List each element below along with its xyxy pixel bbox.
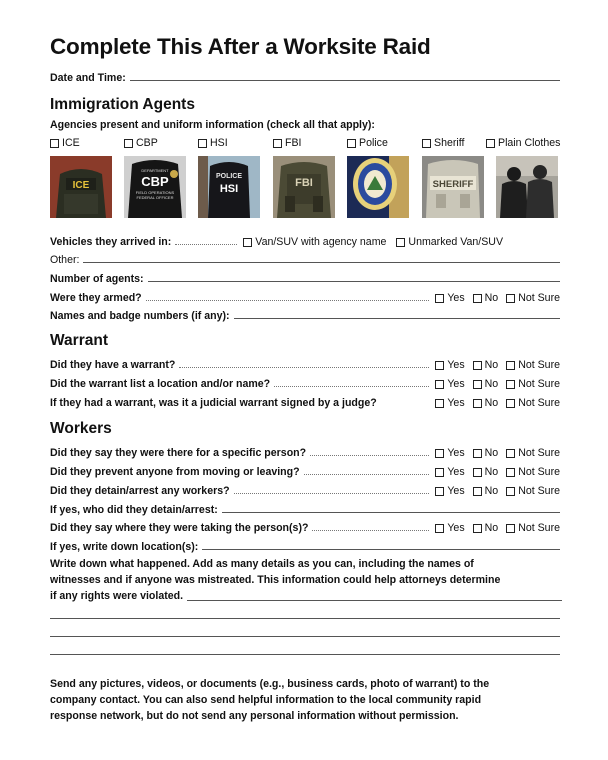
sheriff-uniform-photo: [422, 156, 484, 218]
warrant-q2-row: [50, 374, 560, 390]
checkbox-box: [506, 361, 515, 370]
who-detained-field[interactable]: [222, 511, 560, 513]
agencies-label: Agencies present and uniform information (check all that apply):: [50, 119, 375, 131]
checkbox-box: [473, 399, 482, 408]
location-label: If yes, write down location(s):: [50, 541, 199, 553]
warrant-q1-row: [50, 355, 560, 371]
checkbox-box: [50, 139, 59, 148]
location-field[interactable]: [202, 548, 560, 550]
checkbox-unmarked-van[interactable]: [396, 236, 503, 248]
plain-clothes-photo: [496, 156, 558, 218]
checkbox-box: [435, 399, 444, 408]
option-label: Yes: [447, 378, 465, 390]
warrant-q3-label: If they had a warrant, was it a judicial warrant signed by a judge?: [50, 397, 377, 409]
warrant-q3-no[interactable]: [473, 397, 499, 409]
warrant-q3-not-sure[interactable]: [506, 397, 560, 409]
workers-q1-yes[interactable]: [435, 447, 464, 459]
checkbox-box: [435, 449, 444, 458]
workers-q4-row: [50, 518, 560, 534]
checkbox-box: [422, 139, 431, 148]
footer-line-1: Send any pictures, videos, or documents (e.g., business cards, photo of warrant) to the: [50, 678, 490, 690]
warrant-q1-yes[interactable]: [435, 359, 464, 371]
checkbox-box: [506, 399, 515, 408]
checkbox-plain-clothes[interactable]: [486, 137, 560, 149]
write-down-instructions: [50, 556, 562, 604]
vehicles-row: [50, 232, 560, 248]
workers-q3-not-sure[interactable]: [506, 485, 560, 497]
option-label: Yes: [447, 485, 465, 497]
workers-q3-dots: [234, 492, 430, 494]
workers-q1-options: [435, 447, 560, 459]
checkbox-ice[interactable]: [50, 137, 80, 149]
option-label: Not Sure: [518, 466, 560, 478]
warrant-q3-yes[interactable]: [435, 397, 464, 409]
checkbox-fbi[interactable]: [273, 137, 301, 149]
workers-q1-no[interactable]: [473, 447, 499, 459]
date-time-label: Date and Time:: [50, 72, 126, 84]
armed-label: Were they armed?: [50, 292, 142, 304]
ice-vest-text: ICE: [72, 180, 90, 191]
checkbox-label: FBI: [285, 137, 302, 149]
checkbox-label: Sheriff: [434, 137, 465, 149]
hsi-uniform-photo: [198, 156, 260, 218]
option-label: Yes: [447, 397, 465, 409]
write-down-line-1: Write down what happened. Add as many details as you can, including the names of: [50, 558, 474, 570]
who-detained-row: [50, 500, 560, 516]
checkbox-label: Police: [359, 137, 388, 149]
checkbox-box: [435, 468, 444, 477]
option-label: Not Sure: [518, 485, 560, 497]
number-agents-row: [50, 269, 560, 285]
workers-q1-not-sure[interactable]: [506, 447, 560, 459]
vehicles-field[interactable]: [175, 243, 237, 245]
checkbox-label: Plain Clothes: [498, 137, 561, 149]
footer-line-3: response network, but do not send any personal information without permission.: [50, 710, 459, 722]
warrant-heading: Warrant: [50, 332, 108, 349]
option-label: Not Sure: [518, 522, 560, 534]
police-patch-photo: [347, 156, 409, 218]
names-badge-field[interactable]: [234, 317, 560, 319]
option-label: Yes: [447, 292, 465, 304]
warrant-q2-options: [435, 378, 560, 390]
checkbox-box: [435, 361, 444, 370]
checkbox-box: [435, 294, 444, 303]
workers-q1-label: Did they say they were there for a specific person?: [50, 447, 307, 459]
option-label: Yes: [447, 466, 465, 478]
write-down-line-3-row: [50, 588, 562, 604]
workers-q4-label: Did they say where they were taking the person(s)?: [50, 522, 309, 534]
fbi-uniform-photo: [273, 156, 335, 218]
location-row: [50, 537, 560, 553]
hsi-vest-text: HSI: [219, 183, 239, 195]
warrant-q2-no[interactable]: [473, 378, 499, 390]
option-label: No: [484, 292, 499, 304]
checkbox-label: Unmarked Van/SUV: [408, 236, 504, 248]
armed-row: [50, 288, 560, 304]
option-label: No: [484, 359, 499, 371]
fbi-vest-text: FBI: [295, 177, 313, 189]
warrant-q2-not-sure[interactable]: [506, 378, 560, 390]
footer-line-2: company contact. You can also send helpful information to the local community rapid: [50, 694, 482, 706]
checkbox-box: [473, 468, 482, 477]
checkbox-box: [198, 139, 207, 148]
warrant-q1-options: [435, 359, 560, 371]
option-label: Yes: [447, 522, 465, 534]
checkbox-box: [473, 524, 482, 533]
workers-q4-dots: [312, 529, 429, 531]
checkbox-label: ICE: [62, 137, 80, 149]
workers-q2-row: [50, 462, 560, 478]
armed-no[interactable]: [473, 292, 499, 304]
names-badge-row: [50, 306, 560, 322]
ice-uniform-photo: [50, 156, 112, 218]
checkbox-box: [506, 524, 515, 533]
notes-line-2[interactable]: [50, 636, 560, 637]
warrant-q3-options: [435, 397, 560, 409]
workers-q1-row: [50, 443, 560, 459]
workers-q2-dots: [304, 473, 430, 475]
sheriff-vest-text: SHERIFF: [432, 179, 474, 190]
notes-line-3[interactable]: [50, 654, 560, 655]
armed-not-sure[interactable]: [506, 292, 560, 304]
workers-q1-dots: [310, 454, 429, 456]
armed-yes[interactable]: [435, 292, 464, 304]
workers-q4-options: [435, 522, 560, 534]
checkbox-box: [473, 380, 482, 389]
checkbox-police[interactable]: [347, 137, 388, 149]
checkbox-box: [396, 238, 405, 247]
option-label: No: [484, 466, 499, 478]
workers-q2-no[interactable]: [473, 466, 499, 478]
option-label: Yes: [447, 359, 465, 371]
warrant-q2-dots: [274, 385, 429, 387]
option-label: Yes: [447, 447, 465, 459]
checkbox-label: Van/SUV with agency name: [255, 236, 387, 248]
option-label: No: [484, 378, 499, 390]
immigration-agents-heading: Immigration Agents: [50, 96, 195, 113]
checkbox-van-agency-name[interactable]: [243, 236, 386, 248]
workers-q4-no[interactable]: [473, 522, 499, 534]
warrant-q3-row: [50, 393, 560, 409]
page-title: Complete This After a Worksite Raid: [50, 34, 431, 59]
checkbox-box: [486, 139, 495, 148]
other-row: [50, 250, 560, 266]
checkbox-box: [435, 487, 444, 496]
option-label: No: [484, 447, 499, 459]
workers-q4-yes[interactable]: [435, 522, 464, 534]
warrant-q2-yes[interactable]: [435, 378, 464, 390]
checkbox-box: [435, 380, 444, 389]
option-label: Not Sure: [518, 292, 560, 304]
warrant-q1-no[interactable]: [473, 359, 499, 371]
other-label: Other:: [50, 254, 80, 266]
checkbox-box: [243, 238, 252, 247]
hsi-police-text: POLICE: [215, 173, 243, 180]
workers-q3-label: Did they detain/arrest any workers?: [50, 485, 230, 497]
checkbox-box: [473, 449, 482, 458]
workers-q2-options: [435, 466, 560, 478]
checkbox-box: [473, 487, 482, 496]
date-time-field[interactable]: [130, 79, 560, 81]
option-label: No: [484, 397, 499, 409]
cbp-sub2-text: FEDERAL OFFICER: [136, 195, 174, 200]
checkbox-box: [273, 139, 282, 148]
number-agents-label: Number of agents:: [50, 273, 144, 285]
checkbox-hsi[interactable]: [198, 137, 228, 149]
date-time-row: [50, 68, 560, 84]
option-label: Not Sure: [518, 447, 560, 459]
armed-options: [435, 292, 560, 304]
workers-q2-yes[interactable]: [435, 466, 464, 478]
workers-q3-row: [50, 481, 560, 497]
warrant-q2-label: Did the warrant list a location and/or name?: [50, 378, 271, 390]
warrant-q1-not-sure[interactable]: [506, 359, 560, 371]
workers-q3-no[interactable]: [473, 485, 499, 497]
cbp-small-text: DEPARTMENT: [141, 168, 169, 173]
option-label: Not Sure: [518, 359, 560, 371]
checkbox-box: [435, 524, 444, 533]
option-label: Not Sure: [518, 397, 560, 409]
checkbox-cbp[interactable]: [124, 137, 158, 149]
option-label: Not Sure: [518, 378, 560, 390]
workers-q3-options: [435, 485, 560, 497]
cbp-uniform-photo: [124, 156, 186, 218]
names-badge-label: Names and badge numbers (if any):: [50, 310, 230, 322]
warrant-q1-label: Did they have a warrant?: [50, 359, 176, 371]
warrant-q1-dots: [179, 366, 429, 368]
number-agents-field[interactable]: [148, 280, 560, 282]
write-down-line-2: witnesses and if anyone was mistreated. This information could help attorneys determine: [50, 574, 501, 586]
workers-q4-not-sure[interactable]: [506, 522, 560, 534]
checkbox-sheriff[interactable]: [422, 137, 464, 149]
workers-q3-yes[interactable]: [435, 485, 464, 497]
checkbox-box: [473, 361, 482, 370]
checkbox-label: HSI: [210, 137, 228, 149]
workers-q2-not-sure[interactable]: [506, 466, 560, 478]
checkbox-box: [473, 294, 482, 303]
checkbox-box: [347, 139, 356, 148]
write-down-field[interactable]: [187, 599, 562, 601]
checkbox-label: CBP: [136, 137, 158, 149]
who-detained-label: If yes, who did they detain/arrest:: [50, 504, 218, 516]
cbp-sub1-text: FIELD OPERATIONS: [135, 190, 175, 195]
footer-instructions: [50, 676, 562, 724]
option-label: No: [484, 522, 499, 534]
option-label: No: [484, 485, 499, 497]
workers-q2-label: Did they prevent anyone from moving or leaving?: [50, 466, 300, 478]
armed-dots: [146, 299, 430, 301]
vehicles-label: Vehicles they arrived in:: [50, 236, 172, 248]
notes-line-1[interactable]: [50, 618, 560, 619]
other-field[interactable]: [83, 261, 560, 263]
write-down-line-3: if any rights were violated.: [50, 590, 184, 602]
checkbox-box: [506, 449, 515, 458]
agencies-row: [50, 115, 560, 131]
checkbox-box: [124, 139, 133, 148]
cbp-vest-text: CBP: [141, 174, 169, 189]
checkbox-box: [506, 468, 515, 477]
checkbox-box: [506, 380, 515, 389]
workers-heading: Workers: [50, 420, 112, 437]
checkbox-box: [506, 294, 515, 303]
checkbox-box: [506, 487, 515, 496]
